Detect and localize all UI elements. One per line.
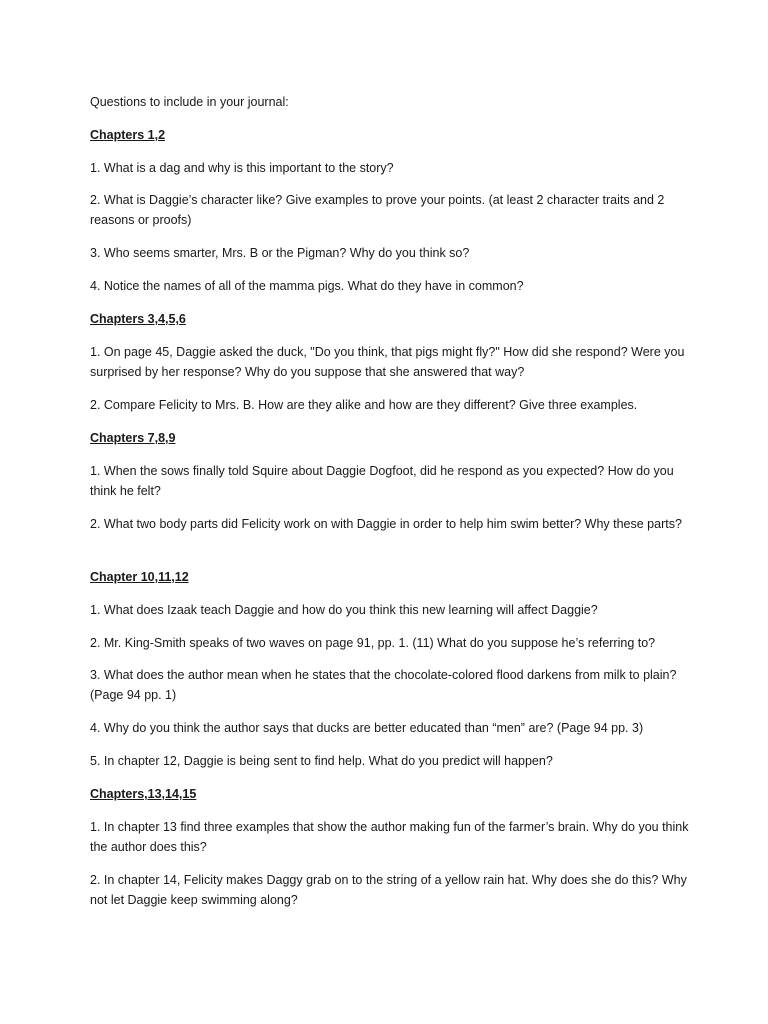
question-item: 3. What does the author mean when he states that the chocolate-colored flood darkens from milk to plain? (Page 94 pp. 1) [90,668,677,702]
question-item: 1. What is a dag and why is this important to the story? [90,161,394,175]
question-item: 2. Mr. King-Smith speaks of two waves on page 91, pp. 1. (11) What do you suppose he’s referring to? [90,636,656,650]
question-item: 2. Compare Felicity to Mrs. B. How are they alike and how are they different? Give three examples. [90,398,638,412]
question-item: 1. On page 45, Daggie asked the duck, "Do you think, that pigs might fly?" How did she respond? Were you surprised by her response? Why do you suppose that she answered that way? [90,345,685,379]
question-item: 1. What does Izaak teach Daggie and how do you think this new learning will affect Daggie? [90,603,598,617]
question-item: 1. In chapter 13 find three examples that show the author making fun of the farmer’s brain. Why do you think the author does this? [90,820,689,854]
question-item: 2. What two body parts did Felicity work on with Daggie in order to help him swim better? Why these parts? [90,517,682,531]
section-heading-chapters-10-12: Chapter 10,11,12 [90,570,189,584]
section-heading-chapters-13-15: Chapters,13,14,15 [90,787,197,801]
question-item: 5. In chapter 12, Daggie is being sent to find help. What do you predict will happen? [90,754,553,768]
section-heading-chapters-7-9: Chapters 7,8,9 [90,431,176,445]
question-item: 3. Who seems smarter, Mrs. B or the Pigman? Why do you think so? [90,246,470,260]
question-item: 1. When the sows finally told Squire about Daggie Dogfoot, did he respond as you expected? How do you think he felt? [90,464,674,498]
section-heading-chapters-3-6: Chapters 3,4,5,6 [90,312,186,326]
question-item: 2. In chapter 14, Felicity makes Daggy grab on to the string of a yellow rain hat. Why does she do this? Why not let Daggie keep swimming along? [90,873,687,907]
intro-text: Questions to include in your journal: [90,95,289,109]
section-heading-chapters-1-2: Chapters 1,2 [90,128,166,142]
question-item: 4. Notice the names of all of the mamma pigs. What do they have in common? [90,279,524,293]
question-item: 4. Why do you think the author says that ducks are better educated than “men” are? (Page 94 pp. 3) [90,721,644,735]
question-item: 2. What is Daggie’s character like? Give examples to prove your points. (at least 2 character traits and 2 reasons or proofs) [90,193,665,227]
